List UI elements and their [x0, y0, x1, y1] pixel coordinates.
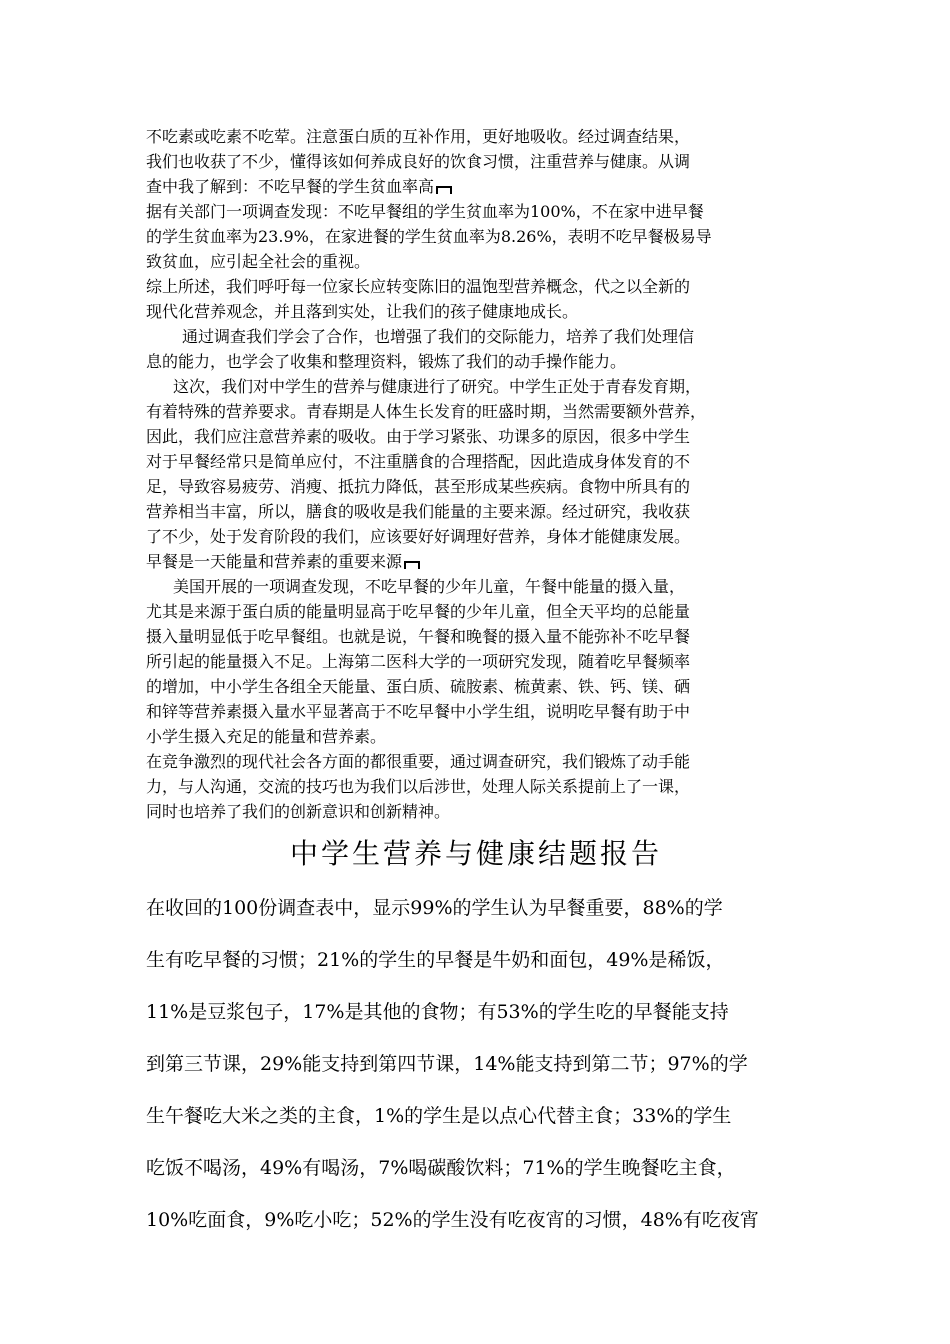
report-line: 生午餐吃大米之类的主食，1%的学生是以点心代替主食；33%的学生: [146, 1105, 732, 1127]
text-line: 据有关部门一项调查发现：不吃早餐组的学生贫血率为100%，不在家中进早餐: [146, 202, 704, 221]
text-line: 不吃素或吃素不吃荤。注意蛋白质的互补作用，更好地吸收。经过调查结果，: [146, 127, 691, 146]
text-line: 通过调查我们学会了合作，也增强了我们的交际能力，培养了我们处理信: [182, 327, 695, 346]
line-break-mark-icon: [404, 561, 420, 569]
document-page: [146, 124, 806, 1246]
report-line: 11%是豆浆包子，17%是其他的食物；有53%的学生吃的早餐能支持: [146, 1001, 729, 1023]
report-line: 到第三节课，29%能支持到第四节课，14%能支持到第二节；97%的学: [146, 1053, 748, 1075]
text-line: 综上所述，我们呼吁每一位家长应转变陈旧的温饱型营养概念，代之以全新的: [146, 277, 691, 296]
text-line: 息的能力，也学会了收集和整理资料，锻炼了我们的动手操作能力。: [146, 352, 627, 371]
paragraph-anemia-survey: [146, 199, 806, 274]
line-break-mark-icon: [436, 186, 452, 194]
text-line: 力，与人沟通，交流的技巧也为我们以后涉世，处理人际关系提前上了一课，: [146, 777, 691, 796]
report-line: 10%吃面食，9%吃小吃；52%的学生没有吃夜宵的习惯，48%有吃夜宵: [146, 1209, 759, 1231]
paragraph-summary: [146, 124, 806, 199]
text-line: 致贫血，应引起全社会的重视。: [146, 252, 371, 271]
text-line: 有着特殊的营养要求。青春期是人体生长发育的旺盛时期，当然需要额外营养，: [146, 402, 707, 421]
text-line: 的学生贫血率为23.9%，在家进餐的学生贫血率为8.26%，表明不吃早餐极易导: [146, 227, 712, 246]
text-line: 现代化营养观念，并且落到实处，让我们的孩子健康地成长。: [146, 302, 579, 321]
report-line: 生有吃早餐的习惯；21%的学生的早餐是牛奶和面包，49%是稀饭，: [146, 949, 725, 971]
text-line: 我们也收获了不少，懂得该如何养成良好的饮食习惯，注重营养与健康。从调: [146, 152, 691, 171]
text-line: 所引起的能量摄入不足。上海第二医科大学的一项研究发现，随着吃早餐频率: [146, 652, 691, 671]
report-line: 吃饭不喝汤，49%有喝汤，7%喝碳酸饮料；71%的学生晚餐吃主食，: [146, 1157, 736, 1179]
paragraph-research: [146, 374, 806, 574]
report-title: 中学生营养与健康结题报告: [289, 837, 662, 870]
text-line-with-mark: [146, 549, 806, 574]
paragraph-cooperation: [146, 324, 806, 374]
text-line: 对于早餐经常只是简单应付，不注重膳食的合理搭配，因此造成身体发育的不: [146, 452, 691, 471]
text-line: 摄入量明显低于吃早餐组。也就是说，午餐和晚餐的摄入量不能弥补不吃早餐: [146, 627, 691, 646]
text-line: 因此，我们应注意营养素的吸收。由于学习紧张、功课多的原因，很多中学生: [146, 427, 691, 446]
paragraph-us-survey: [146, 574, 806, 749]
text-line: 的增加，中小学生各组全天能量、蛋白质、硫胺素、梳黄素、铁、钙、镁、硒: [146, 677, 691, 696]
text-line: 小学生摄入充足的能量和营养素。: [146, 727, 387, 746]
text-line: 早餐是一天能量和营养素的重要来源: [146, 552, 403, 571]
text-line: 足，导致容易疲劳、消瘦、抵抗力降低，甚至形成某些疾病。食物中所具有的: [146, 477, 691, 496]
text-line: 美国开展的一项调查发现，不吃早餐的少年儿童，午餐中能量的摄入量，: [173, 577, 686, 596]
text-line: 在竞争激烈的现代社会各方面的都很重要，通过调查研究，我们锻炼了动手能: [146, 752, 691, 771]
text-line-with-mark: [146, 174, 806, 199]
paragraph-competition: [146, 749, 806, 824]
text-line: 了不少，处于发育阶段的我们，应该要好好调理好营养，身体才能健康发展。: [146, 527, 691, 546]
text-line: 和锌等营养素摄入量水平显著高于不吃早餐中小学生组，说明吃早餐有助于中: [146, 702, 691, 721]
paragraph-conclusion: [146, 274, 806, 324]
text-line: 查中我了解到：不吃早餐的学生贫血率高: [146, 177, 435, 196]
report-body: [146, 882, 806, 1246]
text-line: 同时也培养了我们的创新意识和创新精神。: [146, 802, 451, 821]
text-line: 营养相当丰富，所以，膳食的吸收是我们能量的主要来源。经过研究，我收获: [146, 502, 691, 521]
report-line: 在收回的100份调查表中，显示99%的学生认为早餐重要，88%的学: [146, 897, 723, 919]
text-line: 尤其是来源于蛋白质的能量明显高于吃早餐的少年儿童，但全天平均的总能量: [146, 602, 691, 621]
text-line: 这次，我们对中学生的营养与健康进行了研究。中学生正处于青春发育期，: [173, 377, 702, 396]
